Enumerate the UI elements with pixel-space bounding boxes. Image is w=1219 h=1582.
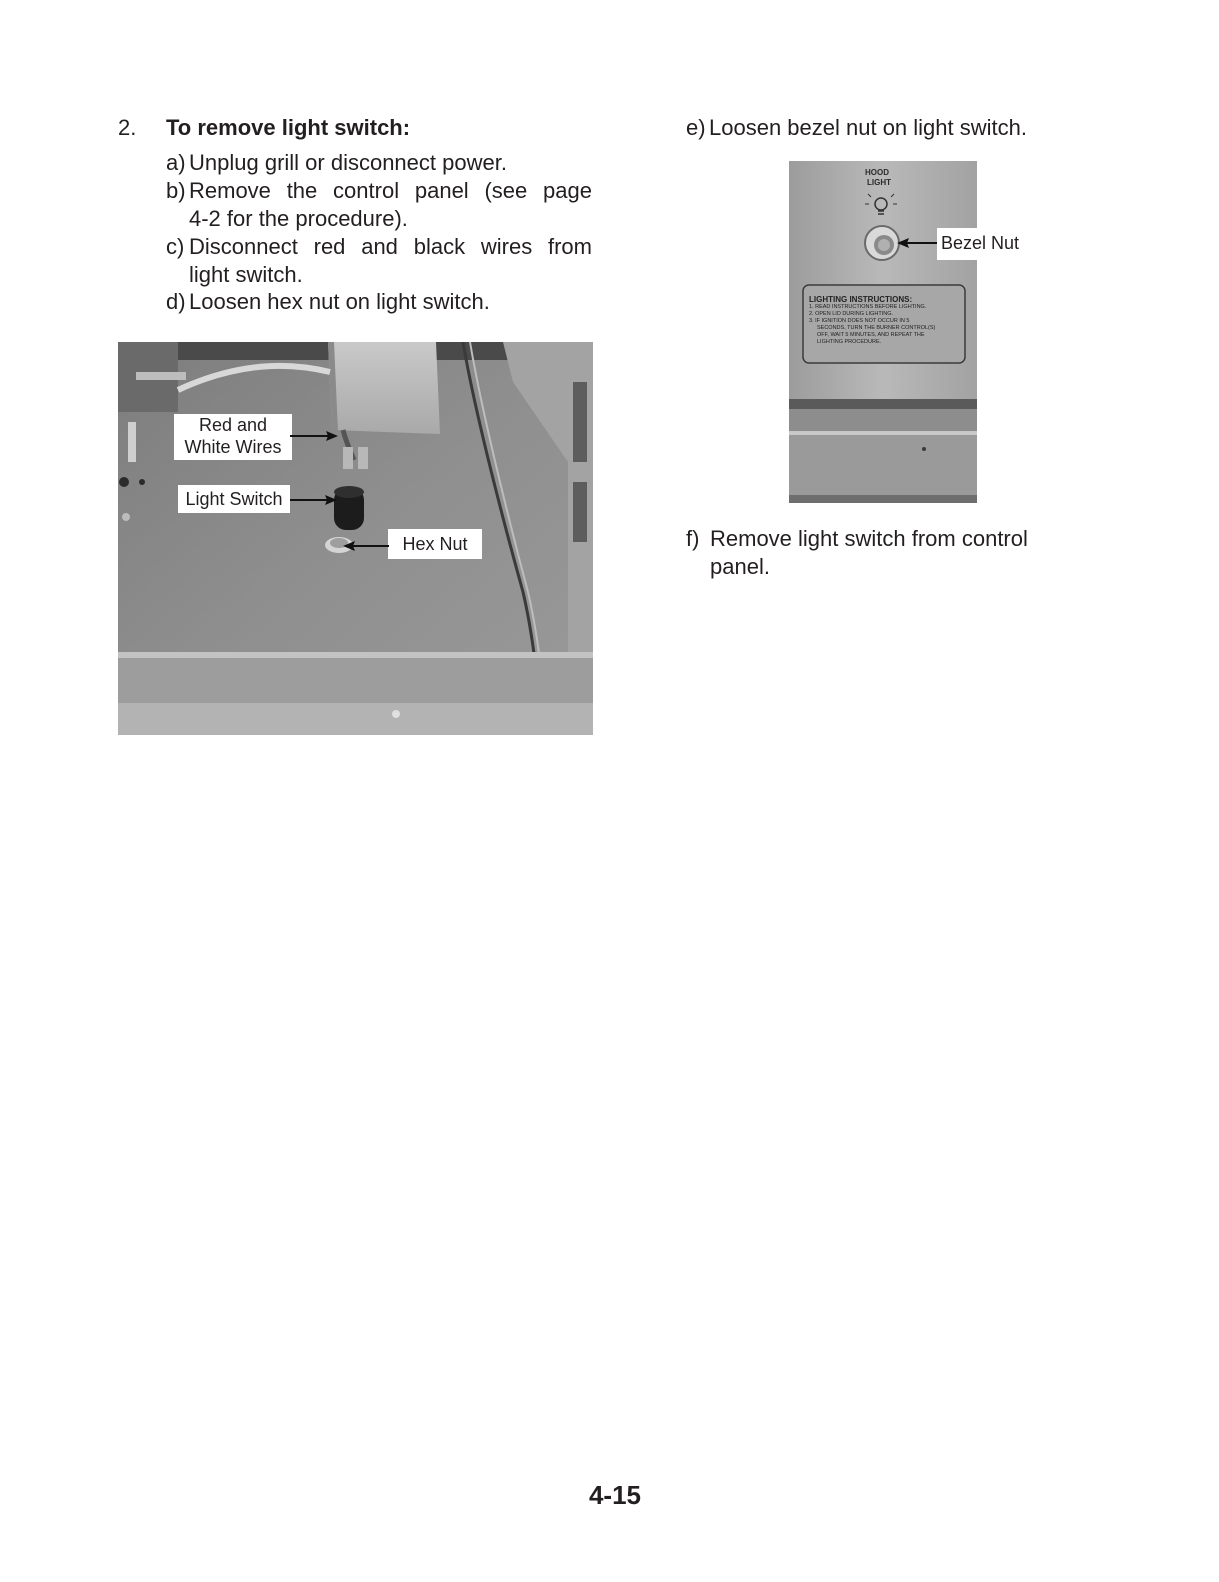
step-b-text-cont: 4-2 for the procedure). <box>189 206 408 231</box>
lighting-instructions-line-2: 2. OPEN LID DURING LIGHTING. <box>809 311 894 317</box>
arrow-hex-nut <box>343 538 389 554</box>
lighting-instructions-line-5: OFF, WAIT 5 MINUTES, AND REPEAT THE <box>817 332 925 338</box>
step-c-letter: c) <box>166 234 185 259</box>
callout-light-switch: Light Switch <box>178 485 290 513</box>
step-d-letter: d) <box>166 289 186 314</box>
step-c-text-cont: light switch. <box>189 262 303 287</box>
step-e-text: Loosen bezel nut on light switch. <box>709 115 1027 140</box>
callout-red-white-wires-line2: White Wires <box>184 437 282 457</box>
step-f-text: Remove light switch from control <box>710 526 1028 551</box>
arrow-bezel-nut <box>897 235 939 251</box>
section-number: 2. <box>118 115 137 140</box>
section-heading: To remove light switch: <box>166 115 411 140</box>
page-number: 4-15 <box>588 1480 642 1510</box>
step-a-text: Unplug grill or disconnect power. <box>189 150 507 175</box>
step-b-text: Remove the control panel (see page <box>189 178 592 203</box>
light-switch-photo <box>118 342 593 735</box>
callout-red-white-wires-line1: Red and <box>198 415 268 435</box>
panel-label-hood: HOOD <box>865 168 889 177</box>
callout-red-white-wires <box>174 414 292 460</box>
panel-label-light: LIGHT <box>867 178 891 187</box>
step-f-letter: f) <box>686 526 700 551</box>
step-a-letter: a) <box>166 150 186 175</box>
step-f-text-cont: panel. <box>710 554 770 579</box>
lighting-instructions-line-4: SECONDS, TURN THE BURNER CONTROL(S) <box>817 325 936 331</box>
callout-hex-nut: Hex Nut <box>388 529 482 559</box>
lighting-instructions-line-6: LIGHTING PROCEDURE. <box>817 339 882 345</box>
step-c-text: Disconnect red and black wires from <box>189 234 592 259</box>
bezel-nut-photo <box>789 161 977 503</box>
lighting-instructions-plate <box>809 295 961 346</box>
arrow-light-switch <box>290 492 340 508</box>
step-e-letter: e) <box>686 115 706 140</box>
lighting-instructions-title: LIGHTING INSTRUCTIONS: <box>809 295 913 304</box>
step-d-text: Loosen hex nut on light switch. <box>189 289 490 314</box>
lighting-instructions-line-1: 1. READ INSTRUCTIONS BEFORE LIGHTING. <box>809 304 927 310</box>
step-b-letter: b) <box>166 178 186 203</box>
callout-bezel-nut: Bezel Nut <box>937 228 1031 260</box>
arrow-red-white-wires <box>290 428 340 444</box>
lighting-instructions-line-3: 3. IF IGNITION DOES NOT OCCUR IN 5 <box>809 318 910 324</box>
